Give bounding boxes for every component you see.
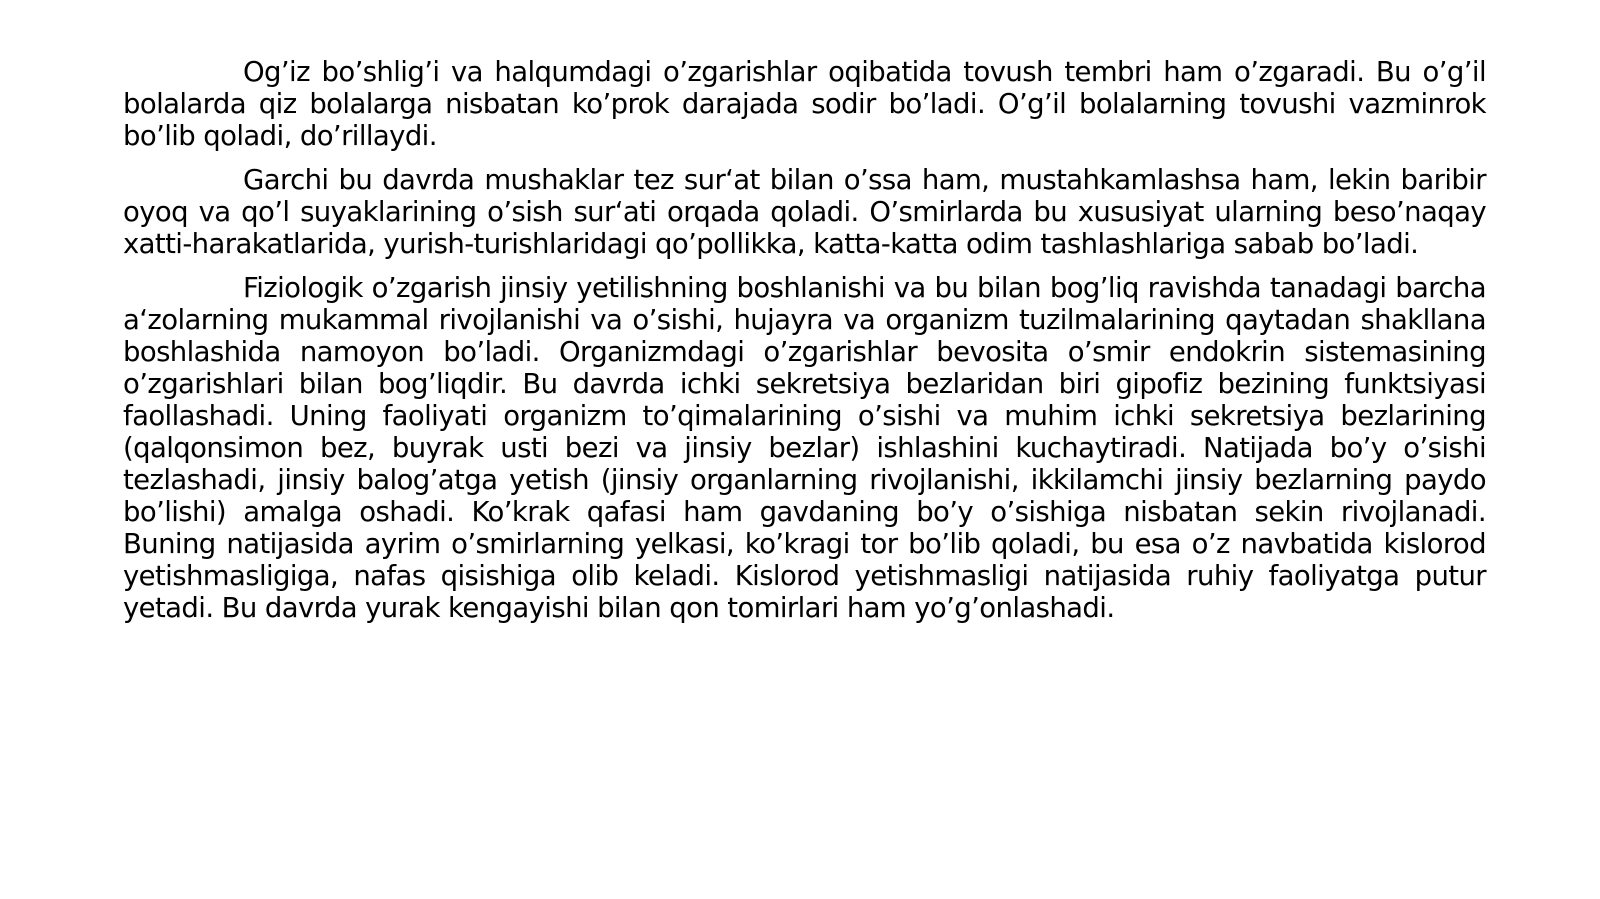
body-text [123,56,1486,636]
paragraph-2: Garchi bu davrda mushaklar tez sur‘at bilan o’ssa ham, mustahkamlashsa ham, lekin baribir oyoq va qo’l suyaklarining o’sish sur‘ati orqada qoladi. O’smirlarda bu xususiyat ularning beso’naqay xatti-harakatlarida, yurish-turishlaridagi qo’pollikka, katta-katta odim tashlashlariga sabab bo’ladi. [123,164,1486,260]
paragraph-1: Og’iz bo’shlig’i va halqumdagi o’zgarishlar oqibatida tovush tembri ham o’zgaradi. Bu o’g’il bolalarda qiz bolalarga nisbatan ko’prok darajada sodir bo’ladi. O’g’il bolalarning tovushi vazminrok bo’lib qoladi, do’rillaydi. [123,56,1486,152]
paragraph-3: Fiziologik o’zgarish jinsiy yetilishning boshlanishi va bu bilan bog’liq ravishda tanadagi barcha a‘zolarning mukammal rivojlanishi va o’sishi, hujayra va organizm tuzilmalarining qaytadan shakllana boshlashida namoyon bo’ladi. Organizmdagi o’zgarishlar bevosita o’smir endokrin sistemasining o’zgarishlari bilan bog’liqdir. Bu davrda ichki sekretsiya bezlaridan biri gipofiz bezining funktsiyasi faollashadi. Uning faoliyati organizm to’qimalarining o’sishi va muhim ichki sekretsiya bezlarining (qalqonsimon bez, buyrak usti bezi va jinsiy bezlar) ishlashini kuchaytiradi. Natijada bo’y o’sishi tezlashadi, jinsiy balog’atga yetish (jinsiy organlarning rivojlanishi, ikkilamchi jinsiy bezlarning paydo bo’lishi) amalga oshadi. Ko’krak qafasi ham gavdaning bo’y o’sishiga nisbatan sekin rivojlanadi. Buning natijasida ayrim o’smirlarning yelkasi, ko’kragi tor bo’lib qoladi, bu esa o’z navbatida kislorod yetishmasligiga, nafas qisishiga olib keladi. Kislorod yetishmasligi natijasida ruhiy faoliyatga putur yetadi. Bu davrda yurak kengayishi bilan qon tomirlari ham yo’g’onlashadi. [123,272,1486,624]
